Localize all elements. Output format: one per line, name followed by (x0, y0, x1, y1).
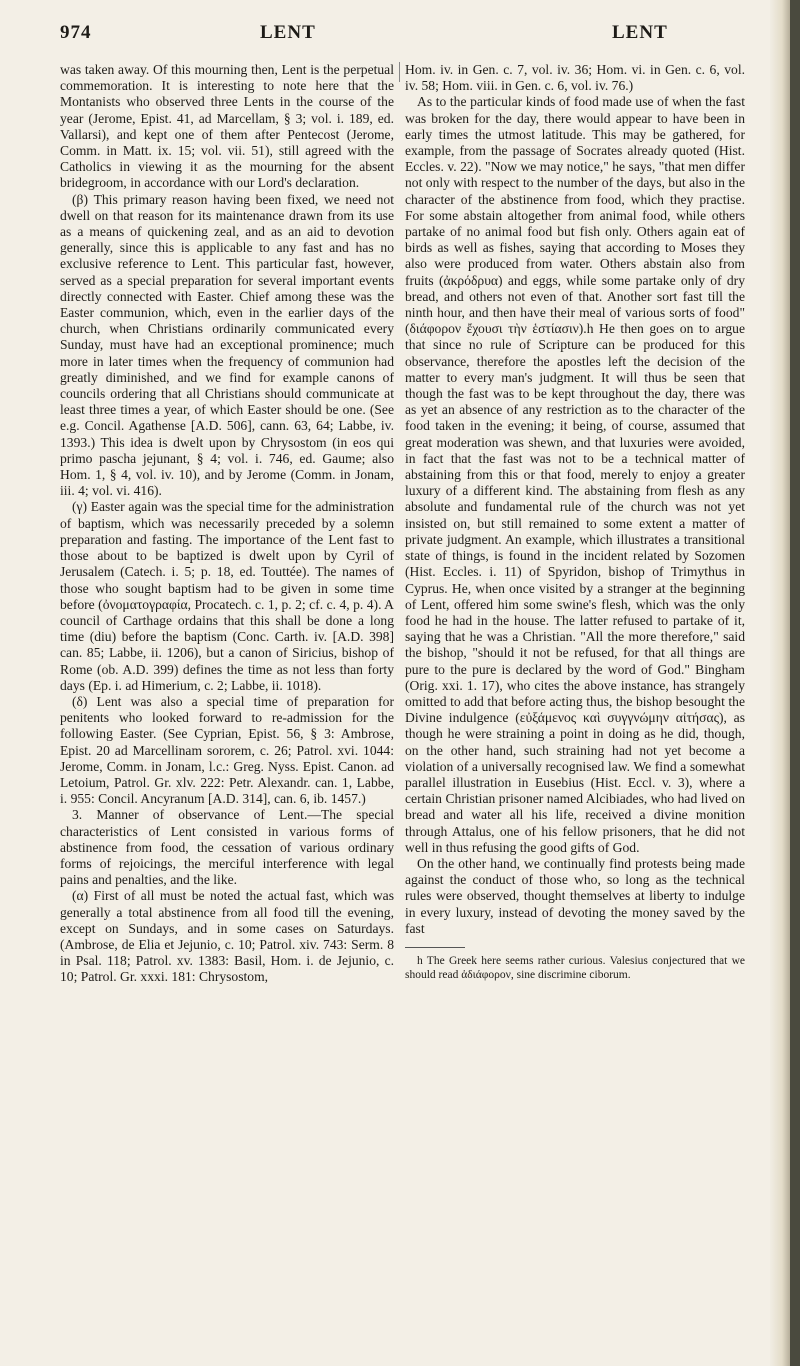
paragraph: As to the particular kinds of food made use of when the fast was broken for the day, there would appear to have been in early times the utmost latitude. This may be gathered, for example, from the passage of Socrates already quoted (Hist. Eccles. v. 22). "Now we may notice," he says, "that men differ not only with respect to the number of the days, but also in the character of the abstinence from food, which they practise. For some abstain altogether from animal food, while others partake of no animal food but fish only. Others again eat of birds as well as fishes, saying that according to Moses they also were produced from water. Others abstain also from fruits (ἀκρόδρυα) and eggs, while some partake only of dry bread, and others not even of that. Another sort fast till the ninth hour, and then have their meal of various sorts of food" (διάφορον ἔχουσι τὴν ἑστίασιν).h He then goes on to argue that since no rule of Scripture can be produced for this observance, therefore the apostles left the decision of the matter to every man's judgment. It will thus be seen that though the fast was to be kept throughout the day, there was as yet an absence of any restriction as to the character of the food taken in the evening; it being, of course, assumed that great moderation was shewn, and that luxuries were avoided, in fact that the fast was not to be a technical matter of abstaining from this or that food, merely to enjoy a greater luxury of a different kind. The abstaining from flesh as any absolute and fundamental rule of the church was not yet insisted on, but still remained to some extent a matter of private judgment. An example, which illustrates a transitional state of things, is found in the incident related by Sozomen (Hist. Eccles. i. 11) of Spyridon, bishop of Trimythus in Cyprus. He, when once visited by a stranger at the beginning of Lent, offered him some swine's flesh, which was the only food he had in the house. The latter refused to partake of it, saying that he was a Christian. "All the more therefore," said the bishop, "should it not be refused, for that all things are pure to the pure is declared by the word of God." Bingham (Orig. xxi. 1. 17), who cites the above instance, has strangely omitted to add that before acting thus, the bishop besought the Divine indulgence (εὐξάμενος καὶ συγγνώμην αἰτήσας), as though he were straining a point in doing as he did, though, on the other hand, such straining had not yet become a violation of a universally recognised law. We find a somewhat parallel illustration in Eusebius (Hist. Eccl. v. 3), where a certain Christian prisoner named Alcibiades, who had lived on bread and water all his life, received a divine monition through Attalus, one of his fellow prisoners, that he did not well in thus refusing the good gifts of God. (405, 94, 745, 855)
running-header (60, 22, 760, 48)
footnote-rule (405, 947, 465, 948)
paragraph: On the other hand, we continually find protests being made against the conduct of those who, so long as the technical rules were observed, thought themselves at liberty to indulge in every luxury, instead of devoting the money saved by the fast (405, 855, 745, 936)
running-title-right: LENT (612, 22, 668, 43)
paragraph: Hom. iv. in Gen. c. 7, vol. iv. 36; Hom. vi. in Gen. c. 6, vol. iv. 58; Hom. viii. in Gen. c. 6, vol. iv. 76.) (405, 62, 745, 94)
paragraph: (δ) Lent was also a special time of preparation for penitents who looked forward to re-admission for the following Easter. (See Cyprian, Epist. 56, § 3: Ambrose, Epist. 20 ad Marcellinam sororem, c. 26; Patrol. xvi. 1044: Jerome, Comm. in Jonam, l.c.: Greg. Nyss. Epist. Canon. ad Letoium, Patrol. Gr. xlv. 222: Petr. Alexandr. can. 1, Labbe, i. 955: Concil. Ancyranum [A.D. 314], can. 6, ib. 1457.) (60, 693, 394, 807)
footnote: h The Greek here seems rather curious. Valesius conjectured that we should read ἀδιάφορον, sine discrimine ciborum. (405, 954, 745, 981)
paragraph: was taken away. Of this mourning then, Lent is the perpetual commemoration. It is interesting to note here that the Montanists who observed three Lents in the course of the year (Jerome, Epist. 41, ad Marcellam, § 3; vol. i. 189, ed. Vallarsi), and kept one of them after Pentecost (Jerome, Comm. in Matt. ix. 15; vol. vii. 51), still agreed with the Catholics in viewing it as the mourning for the absent bridegroom, in accordance with our Lord's declaration. (60, 62, 394, 191)
paragraph: (α) First of all must be noted the actual fast, which was generally a total abstinence from all food till the evening, except on Sundays, and in some cases on Saturdays. (Ambrose, de Elia et Jejunio, c. 10; Patrol. xiv. 743: Serm. 8 in Psal. 118; Patrol. xv. 1383: Basil, Hom. i. de Jejunio, c. 10; Patrol. Gr. xxxi. 181: Chrysostom, (60, 888, 394, 985)
paragraph: (β) This primary reason having been fixed, we need not dwell on that reason for its maintenance drawn from its use as a means of quickening zeal, and as an aid to devotion generally, since this is applicable to any fast and has no exclusive reference to Lent. This particular fast, however, served as a special preparation for several important events directly connected with Easter. Chief among these was the Easter communion, which, even in the earlier days of the church, when Christians ordinarily communicated every Sunday, must have had an exceptional prominence; much more in later times when the frequency of communion had greatly diminished, and we find for example canons of councils ordering that all Christians should communicate at least three times a year, of which Easter should be one. (See e.g. Concil. Agathense [A.D. 506], cann. 63, 64; Labbe, iv. 1393.) This idea is dwelt upon by Chrysostom (in eos qui primo pascha jejunant, § 4; vol. i. 746, ed. Gaume; also Hom. 1, § 4, vol. iv. 10), and by Jerome (Comm. in Jonam, iii. 4; vol. vi. 416). (60, 191, 394, 499)
page-number: 974 (60, 22, 92, 43)
paragraph: 3. Manner of observance of Lent.—The special characteristics of Lent consisted in various forms of abstinence from food, the cessation of various ordinary forms of rejoicings, the merciful interference with legal pains and penalties, and the like. (60, 807, 394, 888)
paragraph: (γ) Easter again was the special time for the administration of baptism, which was necessarily preceded by a solemn preparation and fasting. The importance of the Lent fast to those about to be baptized is dwelt upon by Cyril of Jerusalem (Catech. i. 5; p. 18, ed. Touttée). The names of those who sought baptism had to be given in some time before (ὀνοματογραφία, Procatech. c. 1, p. 2; cf. c. 4, p. 4). A council of Carthage ordains that this shall be done a long time (diu) before the baptism (Conc. Carth. iv. [A.D. 398] can. 85; Labbe, ii. 1206), but a canon of Siricius, bishop of Rome (ob. A.D. 399) defines the time as not less than forty days (Ep. i. ad Himerium, c. 2; Labbe, ii. 1018). (60, 499, 394, 693)
running-title-left: LENT (260, 22, 316, 43)
column-divider (399, 62, 400, 82)
page-binding-edge (790, 0, 800, 1366)
right-column (405, 62, 745, 1332)
left-column (60, 62, 394, 1332)
